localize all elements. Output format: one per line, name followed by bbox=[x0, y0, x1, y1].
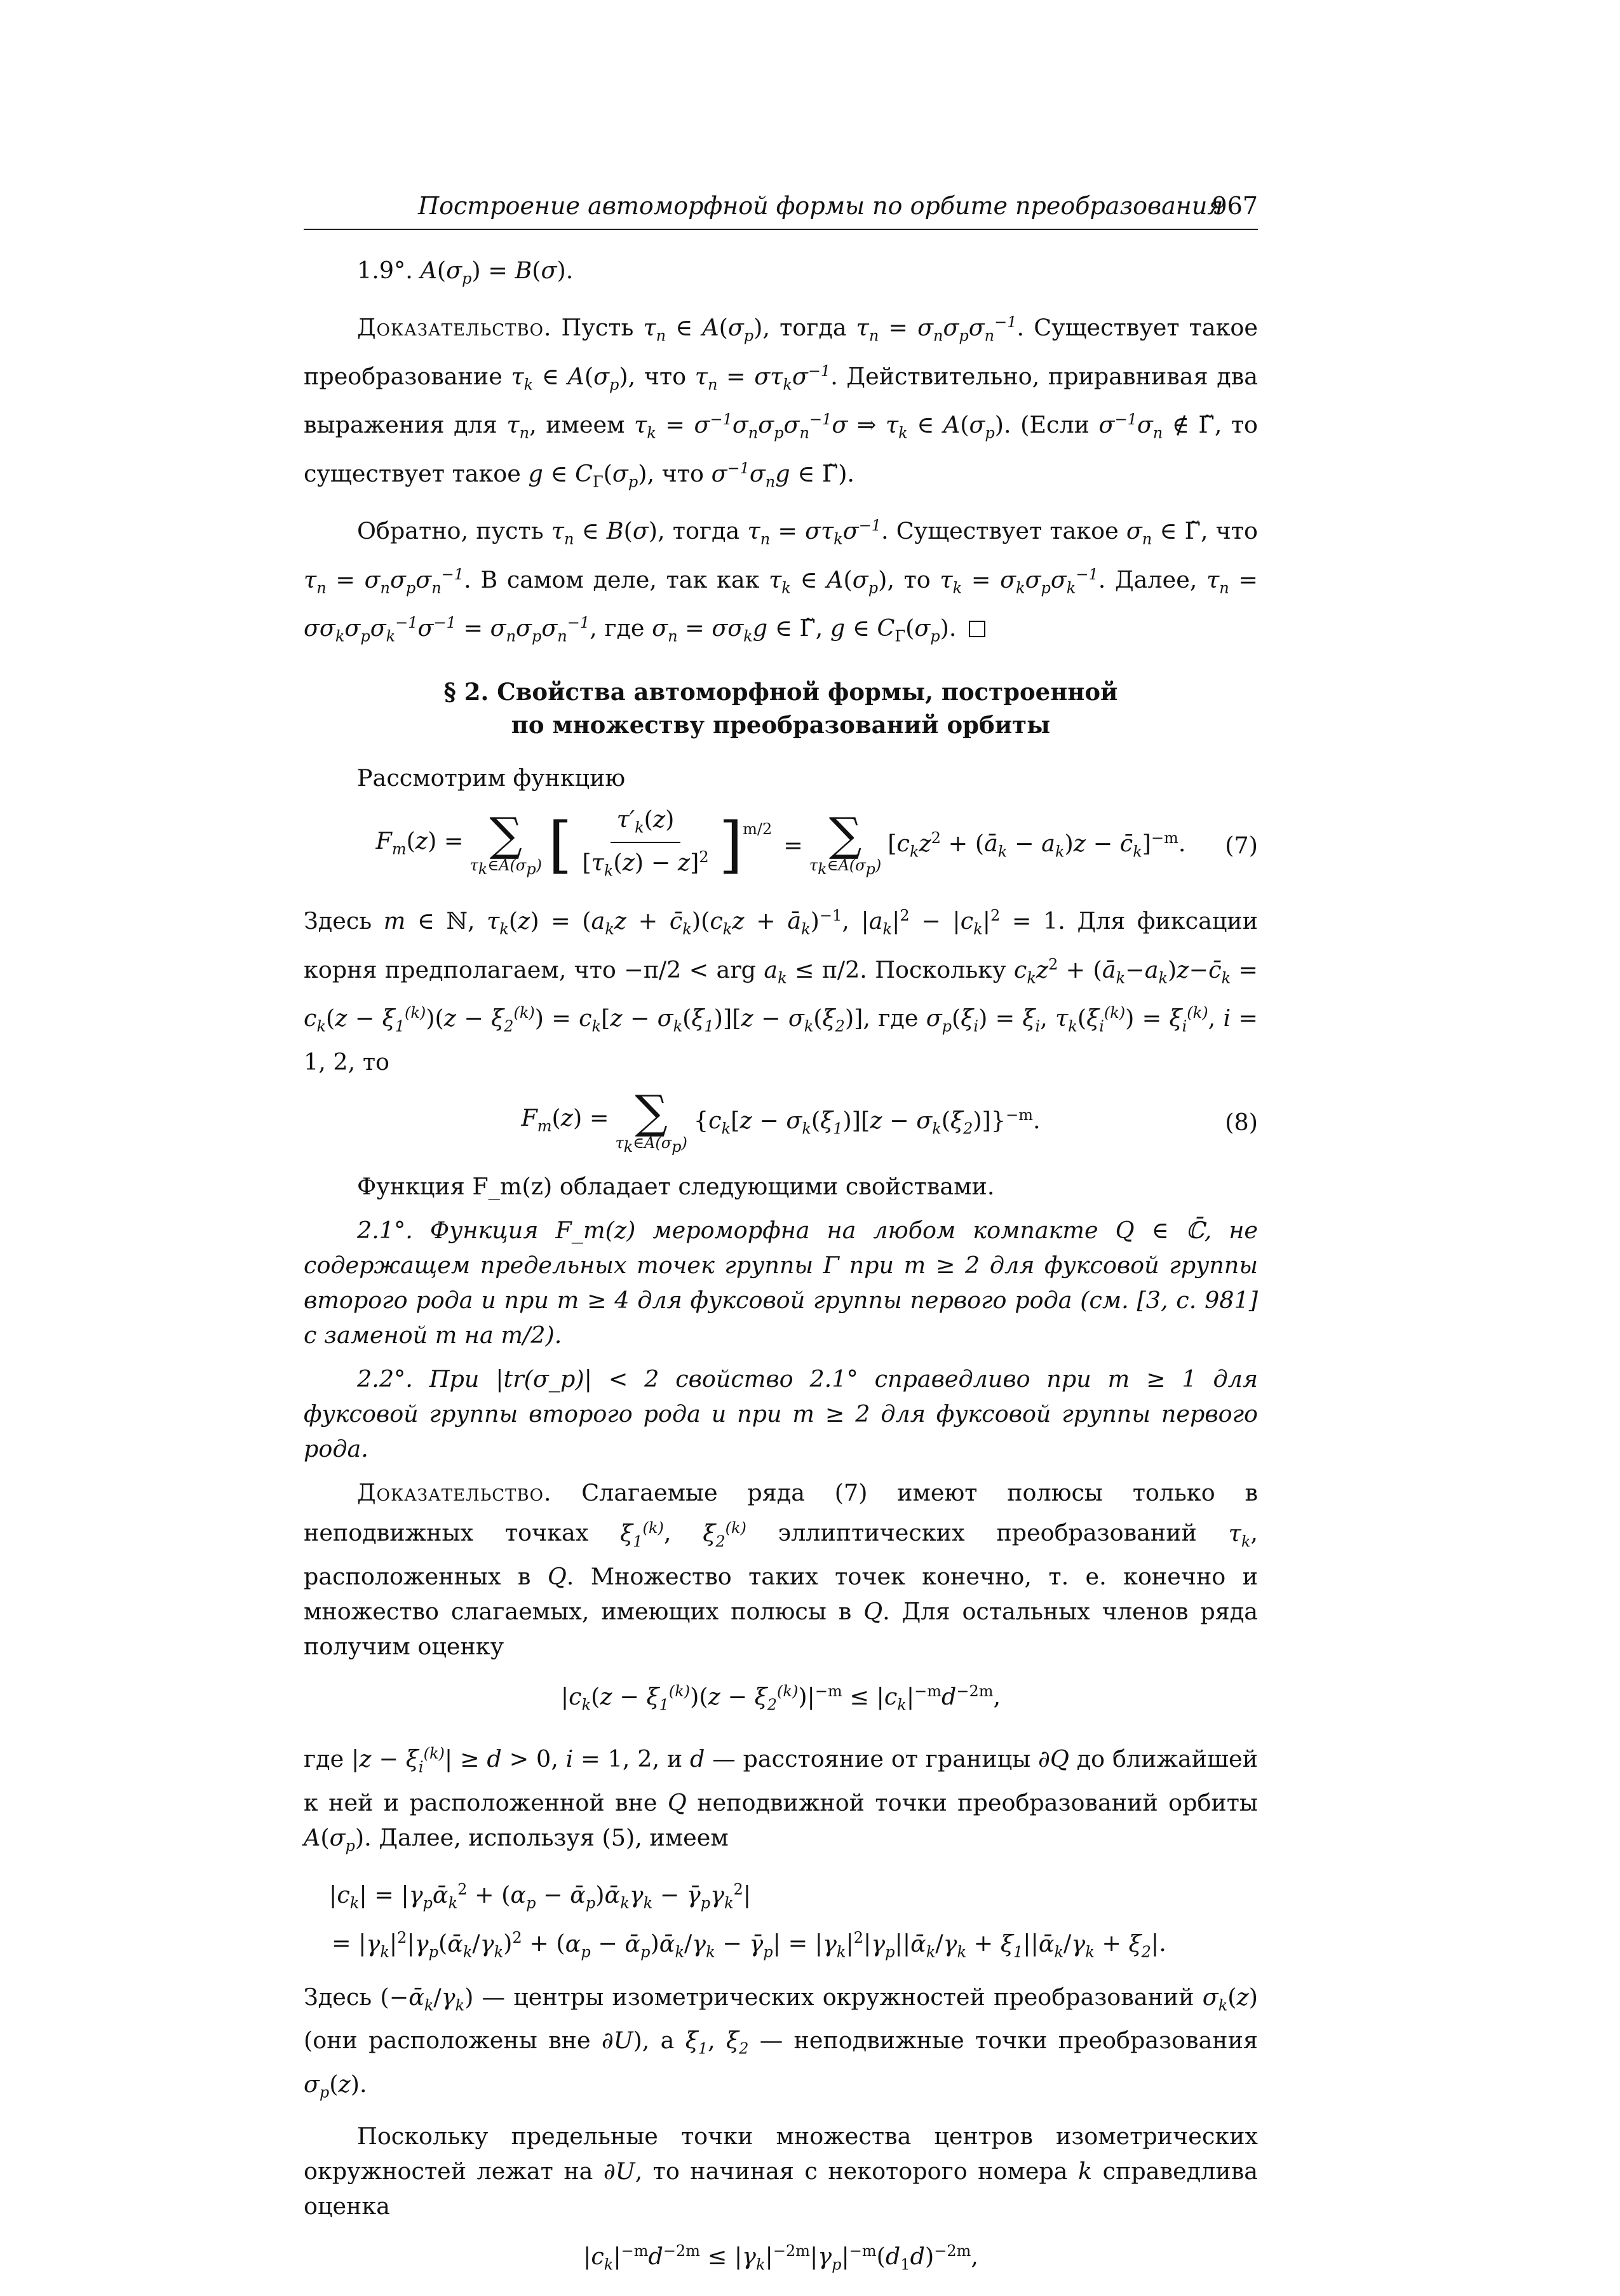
running-title: Построение автоморфной формы по орбите преобразования bbox=[418, 192, 1224, 220]
proof-1-converse: Обратно, пусть $\tau_n$ ∈ B(σ), тогда $\tau_n = \sigma\tau_k\sigma^{-1}$. Существует такое $\sigma_n$ ∈ Γ̃, что $\tau_n = \sigma_n\sigma_p\sigma_n^{-1}$. В самом деле, так как $\tau_k$ ∈ $A(\sigma_p)$, то $\tau_k = \sigma_k\sigma_p\sigma_k^{-1}$. Далее, $\tau_n = \sigma\sigma_k\sigma_p\sigma_k^{-1}\sigma^{-1} = \sigma_n\sigma_p\sigma_n^{-1}$, где $\sigma_n = \sigma\sigma_kg$ ∈ Γ̃, g ∈ $C_\Gamma(\sigma_p)$. bbox=[304, 517, 1258, 645]
property-2-1: 2.1°. Функция F_m(z) мероморфна на любом компакте Q ∈ ℂ̄, не содержащем предельных точек группы Γ при m ≥ 2 для фуксовой группы второго рода и при m ≥ 4 для фуксовой группы первого рода (см. [3, с. 981] с заменой m на m/2). bbox=[304, 1217, 1258, 1349]
section-heading: § 2. Свойства автоморфной формы, построенной по множеству преобразований орбиты bbox=[443, 678, 1118, 739]
page-number: 967 bbox=[1212, 192, 1258, 220]
proof-2: Доказательство. Слагаемые ряда (7) имеют полюсы только в неподвижных точках $\xi_1^{(k)}$, $\xi_2^{(k)}$ эллиптических преобразований $\tau_k$, расположенных в Q. Множество таких точек конечно, т. е. конечно и множество слагаемых, имеющих полюсы в Q. Для остальных членов ряда получим оценку bbox=[304, 1479, 1259, 1660]
equation-7: $F_m(z)$ = ∑ $\tau_k\in A(\sigma_p)$ [ $\frac{\tau'_k(z)}{[\tau_k(z) - z]^2}$ ] $^{m/2}$ = ∑ $\tau_k\in A(\sigma_p)$ [$c_kz^2$ + $(ā_k - a_k)z$ − $c̄_k]^{-m}$. (7) bbox=[375, 806, 1258, 881]
page-body bbox=[304, 253, 1258, 2296]
equation-ck: $|c_k|$ = $|\gamma_pᾱ_k^2 + (\alpha_p$ − $ᾱ_p)ᾱ_k\gamma_k$ − $\gammā_p\gamma_k^2|$ = $|\gamma_k|^2|\gamma_p(ᾱ_k/\gamma_k)^2 + (\alpha_p$ − $ᾱ_p)ᾱ_k/\gamma_k$ − $\gammā_p|$ = $|\gamma_k|^2|\gamma_p||ᾱ_k/\gamma_k$ + $\xi_1||ᾱ_k/\gamma_k + \xi_2|$. bbox=[329, 1881, 1166, 1961]
paragraph-limit-points: Поскольку предельные точки множества центров изометрических окружностей лежат на ∂U, то начиная с некоторого номера k справедлива оценка bbox=[304, 2122, 1258, 2220]
qed-mark bbox=[969, 621, 985, 637]
running-header bbox=[304, 189, 1258, 230]
paragraph-here-centers: Здесь $(-ᾱ_k/\gamma_k)$ — центры изометрических окружностей преобразований $\sigma_k(z)$ (они расположены вне ∂U), а $\xi_1$, $\xi_2$ — неподвижные точки преобразования $\sigma_p(z)$. bbox=[304, 1983, 1258, 2101]
equation-8: $F_m(z)$ = ∑ $\tau_k\in A(\sigma_p)$ $\{c_k[z - \sigma_k(\xi_1)][z - \sigma_k(\xi_2)]\}^{-m}$. (8) bbox=[521, 1084, 1258, 1156]
paragraph-consider: Рассмотрим функцию bbox=[357, 764, 626, 792]
proof-1: Доказательство. Пусть $\tau_n$ ∈ $A(\sigma_p)$, тогда $\tau_n = \sigma_n\sigma_p\sigma_n^{-1}$. Существует такое преобразование $\tau_k$ ∈ $A(\sigma_p)$, что $\tau_n = \sigma\tau_k\sigma^{-1}$. Действительно, приравнивая два выражения для $\tau_n$, имеем $\tau_k = \sigma^{-1}\sigma_n\sigma_p\sigma_n^{-1}\sigma$ ⇒ $\tau_k$ ∈ $A(\sigma_p)$. (Если $\sigma^{-1}\sigma_n$ ∉ Γ̃, то существует такое g ∈ $C_\Gamma(\sigma_p)$, что $\sigma^{-1}\sigma_ng$ ∈ Γ̃). bbox=[304, 313, 1259, 491]
paragraph-here-m: Здесь m ∈ ℕ, $\tau_k(z) = (a_kz$ + $c̄_k)(c_kz$ + $ā_k)^{-1}$, $|a_k|^2 - |c_k|^2 = 1$. Для фиксации корня предполагаем, что −π/2 < arg $a_k \le \pi/2$. Поскольку $c_kz^2$ + $(ā_k-a_k)z-c̄_k = c_k(z - \xi_1^{(k)})(z - \xi_2^{(k)}) = c_k[z - \sigma_k(\xi_1)][z - \sigma_k(\xi_2)]$, где $\sigma_p(\xi_i) = \xi_i$, $\tau_k(\xi_i^{(k)}) = \xi_i^{(k)}$, i = 1, 2, то bbox=[304, 907, 1258, 1076]
estimate-1: $|c_k(z - \xi_1^{(k)})(z - \xi_2^{(k)})|^{-m} \le |c_k|^{-m}d^{-2m}$, bbox=[560, 1682, 1001, 1714]
estimate-2: $|c_k|^{-m}d^{-2m} \le |\gamma_k|^{-2m}|\gamma_p|^{-m}(d_1d)^{-2m}$, bbox=[583, 2241, 978, 2274]
paragraph-where-distance: где $|z - \xi_i^{(k)}| \ge d > 0$, i = 1, 2, и d — расстояние от границы ∂Q до ближайшей к ней и расположенной вне Q неподвижной точки преобразований орбиты $A(\sigma_p)$. Далее, используя (5), имеем bbox=[304, 1745, 1258, 1855]
paragraph-function-has: Функция F_m(z) обладает следующими свойствами. bbox=[357, 1173, 995, 1201]
property-2-2: 2.2°. При |tr(σ_p)| < 2 свойство 2.1° справедливо при m ≥ 1 для фуксовой группы второго рода и при m ≥ 2 для фуксовой группы первого рода. bbox=[304, 1365, 1258, 1463]
claim-1-9: 1.9°. $A(\sigma_p) = B(\sigma)$. bbox=[357, 257, 574, 288]
